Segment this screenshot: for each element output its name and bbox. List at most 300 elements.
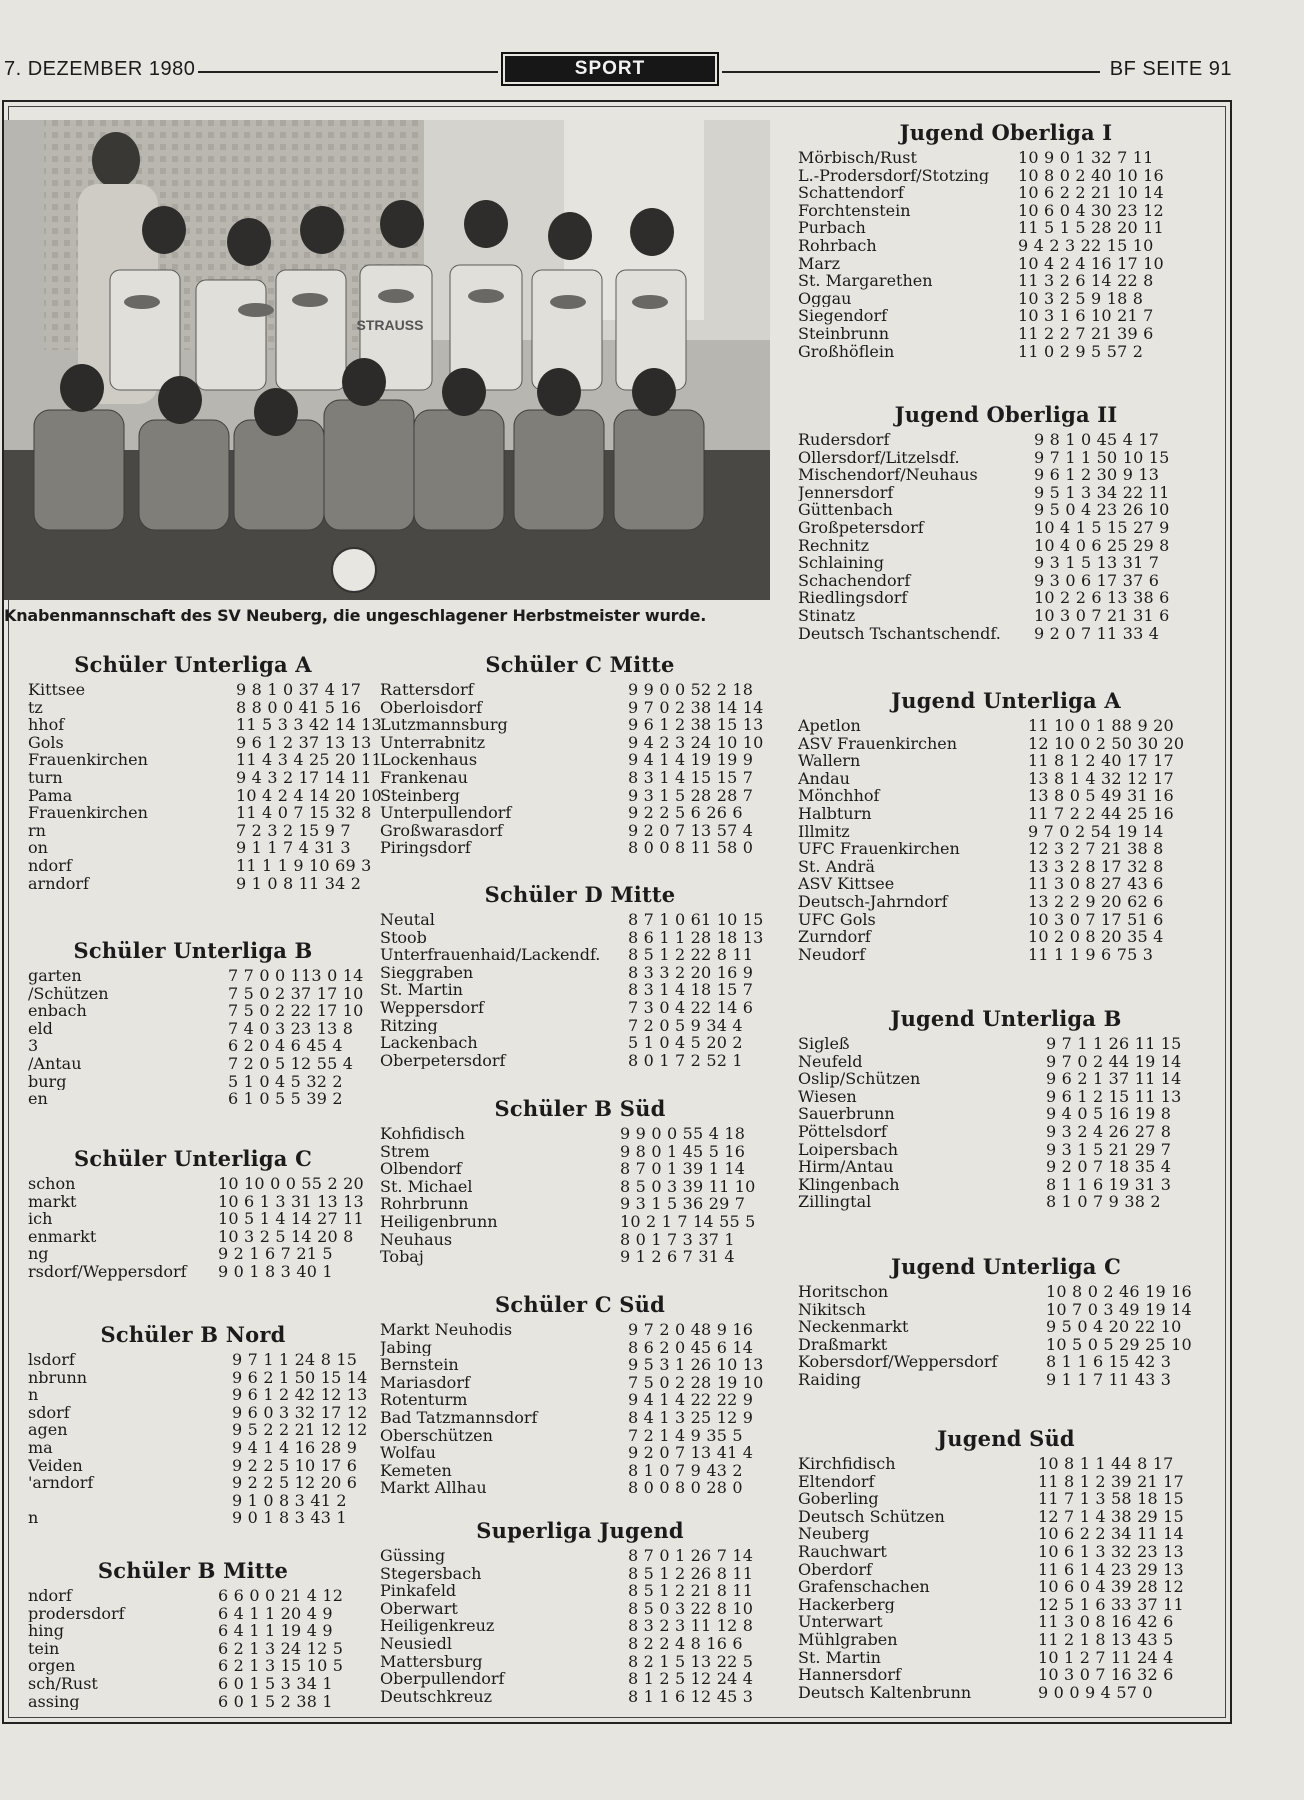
team-stats: 9 5 2 2 21 12 12 — [232, 1420, 368, 1440]
team-name: Frauenkirchen — [28, 751, 148, 769]
team-name: Mariasdorf — [380, 1373, 470, 1392]
team-name: Andau — [798, 769, 850, 788]
standings-row — [798, 840, 1214, 858]
standings-row — [28, 1351, 358, 1369]
team-stats: 7 3 0 4 22 14 6 — [628, 997, 754, 1017]
standings-row — [380, 769, 780, 787]
standings-row — [798, 219, 1214, 237]
standings-row — [28, 732, 372, 752]
team-stats: 11 0 2 9 5 57 2 — [1018, 341, 1144, 361]
team-stats: 9 7 1 1 50 10 15 — [1034, 447, 1170, 467]
team-name: Stegersbach — [380, 1564, 482, 1583]
team-stats: 11 3 2 6 14 22 8 — [1018, 271, 1154, 291]
standings-row — [380, 1653, 780, 1671]
team-name: 'arndorf — [28, 1474, 94, 1492]
page-number: BF SEITE 91 — [1109, 58, 1232, 80]
standings-row — [380, 1688, 780, 1706]
team-stats: 10 9 0 1 32 7 11 — [1018, 148, 1154, 167]
standings-row — [380, 681, 780, 699]
standings-row — [798, 1318, 1214, 1336]
standings-row — [28, 1457, 358, 1475]
team-name: lsdorf — [28, 1351, 75, 1369]
team-stats: 10 3 0 7 21 31 6 — [1034, 605, 1170, 625]
team-stats: 10 2 1 7 14 55 5 — [620, 1211, 756, 1231]
team-name: Steinberg — [380, 786, 460, 805]
standings-row — [798, 184, 1214, 202]
team-name: Neuberg — [798, 1525, 870, 1543]
team-stats: 7 5 0 2 22 17 10 — [228, 1001, 364, 1021]
team-name: tein — [28, 1639, 60, 1658]
standings-row — [798, 202, 1214, 220]
team-stats: 9 2 0 7 13 57 4 — [628, 820, 754, 840]
team-name: Rohrbrunn — [380, 1195, 469, 1213]
team-stats: 13 2 2 9 20 62 6 — [1028, 891, 1164, 911]
team-stats: 8 5 0 3 39 11 10 — [620, 1176, 756, 1196]
team-stats: 9 6 1 2 42 12 13 — [232, 1385, 368, 1405]
league-table — [798, 120, 1214, 360]
team-name: Purbach — [798, 219, 866, 237]
team-stats: 11 5 1 5 28 20 11 — [1018, 218, 1164, 238]
standings-row — [28, 1191, 364, 1211]
standings-row — [798, 1613, 1214, 1631]
team-stats: 10 6 1 3 32 23 13 — [1038, 1541, 1184, 1561]
team-stats: 9 6 1 2 37 13 13 — [236, 732, 372, 752]
standings-row — [798, 1525, 1214, 1543]
team-name: on — [28, 839, 48, 857]
team-name: nbrunn — [28, 1368, 88, 1387]
team-name: Piringsdorf — [380, 839, 471, 857]
team-name: Unterrabnitz — [380, 733, 486, 752]
team-name: 3 — [28, 1037, 39, 1055]
team-stats: 8 5 1 2 26 8 11 — [628, 1563, 754, 1583]
standings-row — [798, 167, 1214, 185]
standings-row — [798, 752, 1214, 770]
standings-row — [380, 1582, 780, 1600]
team-name: Loipersbach — [798, 1140, 898, 1159]
team-stats: 9 7 0 2 54 19 14 — [1028, 821, 1164, 841]
standings-row — [28, 1020, 358, 1038]
standings-row — [798, 1561, 1214, 1579]
team-name: en — [28, 1090, 48, 1108]
standings-row — [380, 1427, 780, 1445]
team-name: Neckenmarkt — [798, 1318, 909, 1336]
team-stats: 9 5 3 1 26 10 13 — [628, 1355, 764, 1375]
standings-row — [798, 1141, 1214, 1159]
team-stats: 9 2 2 5 6 26 6 — [628, 803, 743, 823]
issue-date: 7. DEZEMBER 1980 — [4, 58, 196, 80]
team-name: St. Andrä — [798, 857, 875, 876]
team-name: Horitschon — [798, 1283, 889, 1301]
standings-row — [798, 572, 1214, 590]
team-stats: 5 1 0 4 5 20 2 — [628, 1033, 743, 1053]
standings-row — [28, 966, 364, 985]
team-stats: 9 4 1 4 22 22 9 — [628, 1390, 754, 1410]
standings-row — [380, 1125, 780, 1143]
team-name: garten — [28, 967, 82, 985]
team-name: Kohfidisch — [380, 1125, 465, 1143]
standings-row — [380, 981, 780, 999]
header-rule-right — [722, 71, 1100, 73]
standings-row — [380, 839, 780, 857]
standings-row — [798, 1543, 1214, 1561]
team-name: Jabing — [380, 1338, 432, 1357]
team-name: Kobersdorf/Weppersdorf — [798, 1353, 998, 1371]
standings-row — [798, 735, 1214, 753]
team-stats: 9 7 1 1 24 8 15 — [232, 1350, 358, 1369]
team-name: Deutsch Schützen — [798, 1507, 945, 1526]
standings-row — [798, 307, 1214, 325]
standings-row — [380, 964, 780, 982]
standings-row — [380, 1617, 780, 1635]
team-name: Kemeten — [380, 1461, 452, 1480]
team-name: Mönchhof — [798, 787, 880, 805]
team-name: ich — [28, 1210, 53, 1228]
team-stats: 8 3 1 4 15 15 7 — [628, 767, 754, 787]
standings-row — [28, 1209, 364, 1229]
team-name: Schlaining — [798, 554, 884, 572]
team-stats: 11 2 2 7 21 39 6 — [1018, 323, 1154, 343]
team-name: Raiding — [798, 1370, 861, 1389]
header-rule-left — [198, 71, 498, 73]
team-stats: 8 0 1 7 2 52 1 — [628, 1050, 743, 1070]
team-name: Stoob — [380, 928, 427, 947]
standings-row — [28, 1037, 358, 1055]
team-name: Draßmarkt — [798, 1335, 888, 1354]
team-stats: 6 4 1 1 19 4 9 — [218, 1621, 333, 1641]
team-stats: 9 4 2 3 22 15 10 — [1018, 235, 1154, 255]
standings-row — [380, 1195, 780, 1213]
team-name: enmarkt — [28, 1227, 97, 1246]
team-stats: 8 1 0 7 9 43 2 — [628, 1460, 743, 1480]
standings-row — [380, 804, 780, 822]
league-title: Schüler C Süd — [495, 1292, 665, 1317]
team-stats: 9 9 0 0 55 4 18 — [620, 1124, 746, 1143]
team-stats: 9 4 0 5 16 19 8 — [1046, 1104, 1172, 1124]
team-name: Neuhaus — [380, 1230, 453, 1249]
team-stats: 9 6 1 2 38 15 13 — [628, 715, 764, 735]
standings-row — [380, 1052, 780, 1070]
team-name: Großhöflein — [798, 342, 895, 361]
team-stats: 10 3 1 6 10 21 7 — [1018, 306, 1154, 326]
team-stats: 8 0 0 8 11 58 0 — [628, 838, 754, 858]
team-stats: 9 7 2 0 48 9 16 — [628, 1320, 754, 1339]
team-name: Heiligenbrunn — [380, 1212, 498, 1231]
standings-row — [28, 680, 362, 699]
team-name: agen — [28, 1421, 68, 1439]
team-stats: 7 2 0 5 12 55 4 — [228, 1053, 354, 1073]
standings-row — [28, 1587, 358, 1605]
standings-row — [380, 751, 780, 769]
standings-row — [380, 822, 780, 840]
team-name: Ritzing — [380, 1016, 438, 1035]
shirt-lettering: STRAUSS — [356, 317, 424, 333]
standings-row — [798, 1649, 1214, 1667]
team-name: Güssing — [380, 1547, 446, 1565]
team-stats: 10 6 0 4 30 23 12 — [1018, 200, 1164, 220]
team-name: Gols — [28, 733, 64, 752]
standings-row — [380, 946, 780, 964]
team-name: n — [28, 1386, 39, 1404]
team-name: Zillingtal — [798, 1193, 872, 1211]
team-stats: 13 3 2 8 17 32 8 — [1028, 856, 1164, 876]
team-stats: 9 2 0 7 18 35 4 — [1046, 1157, 1172, 1177]
standings-row — [380, 1248, 780, 1266]
team-name: Apetlon — [798, 717, 861, 735]
league-table — [798, 1254, 1214, 1389]
standings-row — [798, 770, 1214, 788]
team-stats: 9 8 0 1 45 5 16 — [620, 1141, 746, 1161]
team-stats: 7 2 3 2 15 9 7 — [236, 820, 351, 840]
team-stats: 10 1 2 7 11 24 4 — [1038, 1647, 1174, 1667]
team-stats: 8 1 0 7 9 38 2 — [1046, 1192, 1161, 1212]
standings-row — [380, 1231, 780, 1249]
standings-row — [798, 1035, 1214, 1053]
team-stats: 6 2 1 3 24 12 5 — [218, 1638, 344, 1658]
standings-row — [28, 1055, 358, 1073]
standings-row — [380, 1160, 780, 1178]
standings-row — [380, 1600, 780, 1618]
team-stats: 6 1 0 5 5 39 2 — [228, 1089, 343, 1109]
team-name: Neufeld — [798, 1052, 863, 1071]
team-stats: 6 2 1 3 15 10 5 — [218, 1656, 344, 1676]
team-name: Deutschkreuz — [380, 1687, 493, 1706]
team-stats: 9 4 1 4 16 28 9 — [232, 1437, 358, 1457]
team-name: /Schützen — [28, 984, 109, 1003]
team-stats: 9 2 1 6 7 21 5 — [218, 1244, 333, 1264]
team-name: Bernstein — [380, 1356, 459, 1374]
photo-caption: Knabenmannschaft des SV Neuberg, die ungeschlagener Herbstmeister wurde. — [4, 606, 707, 625]
team-stats: 11 3 0 8 27 43 6 — [1028, 874, 1164, 894]
standings-row — [798, 237, 1214, 255]
team-stats: 9 6 2 1 50 15 14 — [232, 1367, 368, 1387]
team-name: Unterwart — [798, 1613, 883, 1631]
team-stats: 9 5 0 4 20 22 10 — [1046, 1317, 1182, 1337]
team-stats: 9 3 1 5 36 29 7 — [620, 1194, 746, 1214]
league-title: Jugend Unterliga B — [890, 1006, 1122, 1031]
league-table — [28, 938, 364, 1109]
team-name: Rauchwart — [798, 1542, 887, 1561]
standings-row — [380, 1462, 780, 1480]
standings-row — [28, 1509, 358, 1527]
team-name: Rohrbach — [798, 236, 877, 255]
section-label-box — [501, 52, 719, 86]
team-stats: 8 2 2 4 8 16 6 — [628, 1633, 743, 1653]
team-name: hhof — [28, 716, 65, 734]
team-name: Veiden — [28, 1456, 83, 1475]
team-stats: 10 8 0 2 40 10 16 — [1018, 165, 1164, 185]
team-name: assing — [28, 1692, 80, 1711]
standings-row — [380, 734, 780, 752]
standings-row — [28, 822, 358, 840]
standings-row — [28, 855, 372, 875]
team-stats: 9 3 0 6 17 37 6 — [1034, 570, 1160, 590]
team-name: Oberpullendorf — [380, 1670, 505, 1688]
team-name: arndorf — [28, 874, 89, 893]
standings-row — [798, 607, 1214, 625]
team-name: enbach — [28, 1002, 87, 1020]
team-stats: 6 6 0 0 21 4 12 — [218, 1586, 344, 1605]
team-name: Schattendorf — [798, 184, 904, 202]
team-stats: 10 8 1 1 44 8 17 — [1038, 1454, 1174, 1473]
page-header — [0, 52, 1304, 92]
standings-row — [798, 1283, 1214, 1301]
standings-row — [798, 787, 1214, 805]
standings-row — [798, 431, 1214, 449]
standings-row — [798, 501, 1214, 519]
team-stats: 8 3 1 4 18 15 7 — [628, 980, 754, 1000]
team-stats: 9 6 2 1 37 11 14 — [1046, 1069, 1182, 1089]
team-name: Pinkafeld — [380, 1582, 457, 1600]
team-name: Zurndorf — [798, 928, 871, 946]
team-stats: 9 0 1 8 3 43 1 — [232, 1508, 347, 1528]
team-stats: 9 6 1 2 15 11 13 — [1046, 1086, 1182, 1106]
league-table — [798, 688, 1214, 963]
team-stats: 8 2 1 5 13 22 5 — [628, 1651, 754, 1671]
team-name: Großpetersdorf — [798, 518, 924, 537]
team-name: Pöttelsdorf — [798, 1122, 887, 1141]
team-stats: 10 5 1 4 14 27 11 — [218, 1209, 364, 1229]
standings-row — [798, 484, 1214, 502]
standings-row — [798, 1070, 1214, 1088]
team-stats: 8 7 1 0 61 10 15 — [628, 910, 764, 929]
standings-row — [380, 1444, 780, 1462]
team-name: Rattersdorf — [380, 681, 474, 699]
team-stats: 9 1 0 8 3 41 2 — [232, 1490, 347, 1510]
standings-row — [798, 1336, 1214, 1354]
team-stats: 9 2 2 5 10 17 6 — [232, 1455, 358, 1475]
standings-row — [380, 716, 780, 734]
team-name: Markt Allhau — [380, 1479, 487, 1497]
team-stats: 12 5 1 6 33 37 11 — [1038, 1594, 1184, 1614]
league-table — [380, 652, 780, 857]
team-name: markt — [28, 1192, 77, 1211]
team-stats: 9 3 2 4 26 27 8 — [1046, 1121, 1172, 1141]
team-name: Sauerbrunn — [798, 1105, 895, 1123]
standings-row — [28, 1073, 358, 1091]
team-stats: 10 4 2 4 16 17 10 — [1018, 253, 1164, 273]
standings-row — [380, 1565, 780, 1583]
team-name: Illmitz — [798, 822, 850, 841]
team-name: Olbendorf — [380, 1160, 462, 1178]
team-stats: 10 5 0 5 29 25 10 — [1046, 1334, 1192, 1354]
standings-row — [28, 715, 382, 735]
team-stats: 7 5 0 2 37 17 10 — [228, 983, 364, 1003]
team-stats: 8 6 1 1 28 18 13 — [628, 927, 764, 947]
standings-row — [28, 697, 362, 717]
team-name: Lutzmannsburg — [380, 716, 508, 734]
team-name: ndorf — [28, 856, 72, 875]
standings-row — [380, 1374, 780, 1392]
team-name: sch/Rust — [28, 1674, 98, 1693]
league-table — [28, 1322, 368, 1528]
team-stats: 8 3 2 3 11 12 8 — [628, 1616, 754, 1636]
team-stats: 10 6 2 2 21 10 14 — [1018, 183, 1164, 203]
standings-row — [798, 537, 1214, 555]
team-name: Lackenbach — [380, 1034, 478, 1052]
team-stats: 9 7 0 2 38 14 14 — [628, 697, 764, 717]
standings-row — [798, 343, 1214, 361]
team-stats: 9 2 0 7 13 41 4 — [628, 1443, 754, 1463]
team-name: Unterpullendorf — [380, 804, 512, 822]
standings-row — [798, 1631, 1214, 1649]
standings-row — [798, 1301, 1214, 1319]
team-name: Lockenhaus — [380, 751, 478, 769]
team-name: Neutal — [380, 911, 435, 929]
team-stats: 10 6 1 3 31 13 13 — [218, 1191, 364, 1211]
league-title: Schüler B Süd — [494, 1096, 666, 1121]
team-stats: 9 5 0 4 23 26 10 — [1034, 500, 1170, 520]
team-stats: 8 5 1 2 21 8 11 — [628, 1581, 754, 1601]
standings-row — [380, 1034, 780, 1052]
team-name: orgen — [28, 1657, 76, 1675]
team-stats: 11 5 3 3 42 14 13 — [236, 715, 382, 735]
team-stats: 10 8 0 2 46 19 16 — [1046, 1282, 1192, 1301]
standings-row — [798, 1353, 1214, 1371]
standings-row — [28, 1605, 358, 1623]
team-name: Markt Neuhodis — [380, 1321, 513, 1339]
team-stats: 12 3 2 7 21 38 8 — [1028, 839, 1164, 859]
team-stats: 9 8 1 0 37 4 17 — [236, 680, 362, 699]
standings-row — [380, 1356, 780, 1374]
team-name: Mattersburg — [380, 1652, 483, 1671]
standings-row — [798, 1088, 1214, 1106]
standings-row — [798, 823, 1214, 841]
team-stats: 11 10 0 1 88 9 20 — [1028, 716, 1174, 735]
standings-row — [380, 999, 780, 1017]
team-stats: 6 2 0 4 6 45 4 — [228, 1036, 343, 1056]
team-name: St. Martin — [798, 1648, 881, 1667]
standings-row — [28, 839, 358, 857]
section-label: SPORT — [505, 56, 715, 82]
team-stats: 7 4 0 3 23 13 8 — [228, 1018, 354, 1038]
standings-row — [28, 785, 382, 805]
league-table — [798, 402, 1214, 642]
standings-row — [798, 875, 1214, 893]
standings-row — [380, 1321, 780, 1339]
standings-row — [28, 1657, 358, 1675]
league-title: Jugend Unterliga A — [891, 688, 1121, 713]
standings-row — [380, 1017, 780, 1035]
league-table — [798, 1006, 1214, 1211]
standings-row — [798, 1596, 1214, 1614]
team-stats: 7 5 0 2 28 19 10 — [628, 1372, 764, 1392]
team-stats: 9 5 1 3 34 22 11 — [1034, 482, 1170, 502]
standings-row — [28, 1263, 358, 1281]
team-name: Mühlgraben — [798, 1630, 898, 1649]
team-stats: 9 1 0 8 11 34 2 — [236, 873, 362, 893]
team-name: St. Michael — [380, 1177, 473, 1196]
team-stats: 8 3 3 2 20 16 9 — [628, 962, 754, 982]
team-name: Goberling — [798, 1490, 879, 1508]
team-name: L.-Prodersdorf/Stotzing — [798, 166, 990, 185]
team-name: hing — [28, 1622, 64, 1640]
league-table — [28, 1146, 364, 1281]
standings-row — [798, 554, 1214, 572]
team-stats: 9 6 1 2 30 9 13 — [1034, 465, 1160, 485]
team-stats: 11 6 1 4 23 29 13 — [1038, 1559, 1184, 1579]
team-name: schon — [28, 1175, 76, 1193]
league-table — [380, 1096, 780, 1266]
league-table — [28, 1558, 358, 1710]
standings-row — [798, 589, 1214, 607]
team-name: Unterfrauenhaid/Lackendf. — [380, 946, 601, 964]
standings-row — [28, 767, 372, 787]
team-name: rsdorf/Weppersdorf — [28, 1262, 187, 1281]
standings-row — [380, 1143, 780, 1161]
team-name: UFC Frauenkirchen — [798, 840, 960, 858]
team-stats: 13 8 0 5 49 31 16 — [1028, 786, 1174, 806]
standings-row — [380, 1213, 780, 1231]
